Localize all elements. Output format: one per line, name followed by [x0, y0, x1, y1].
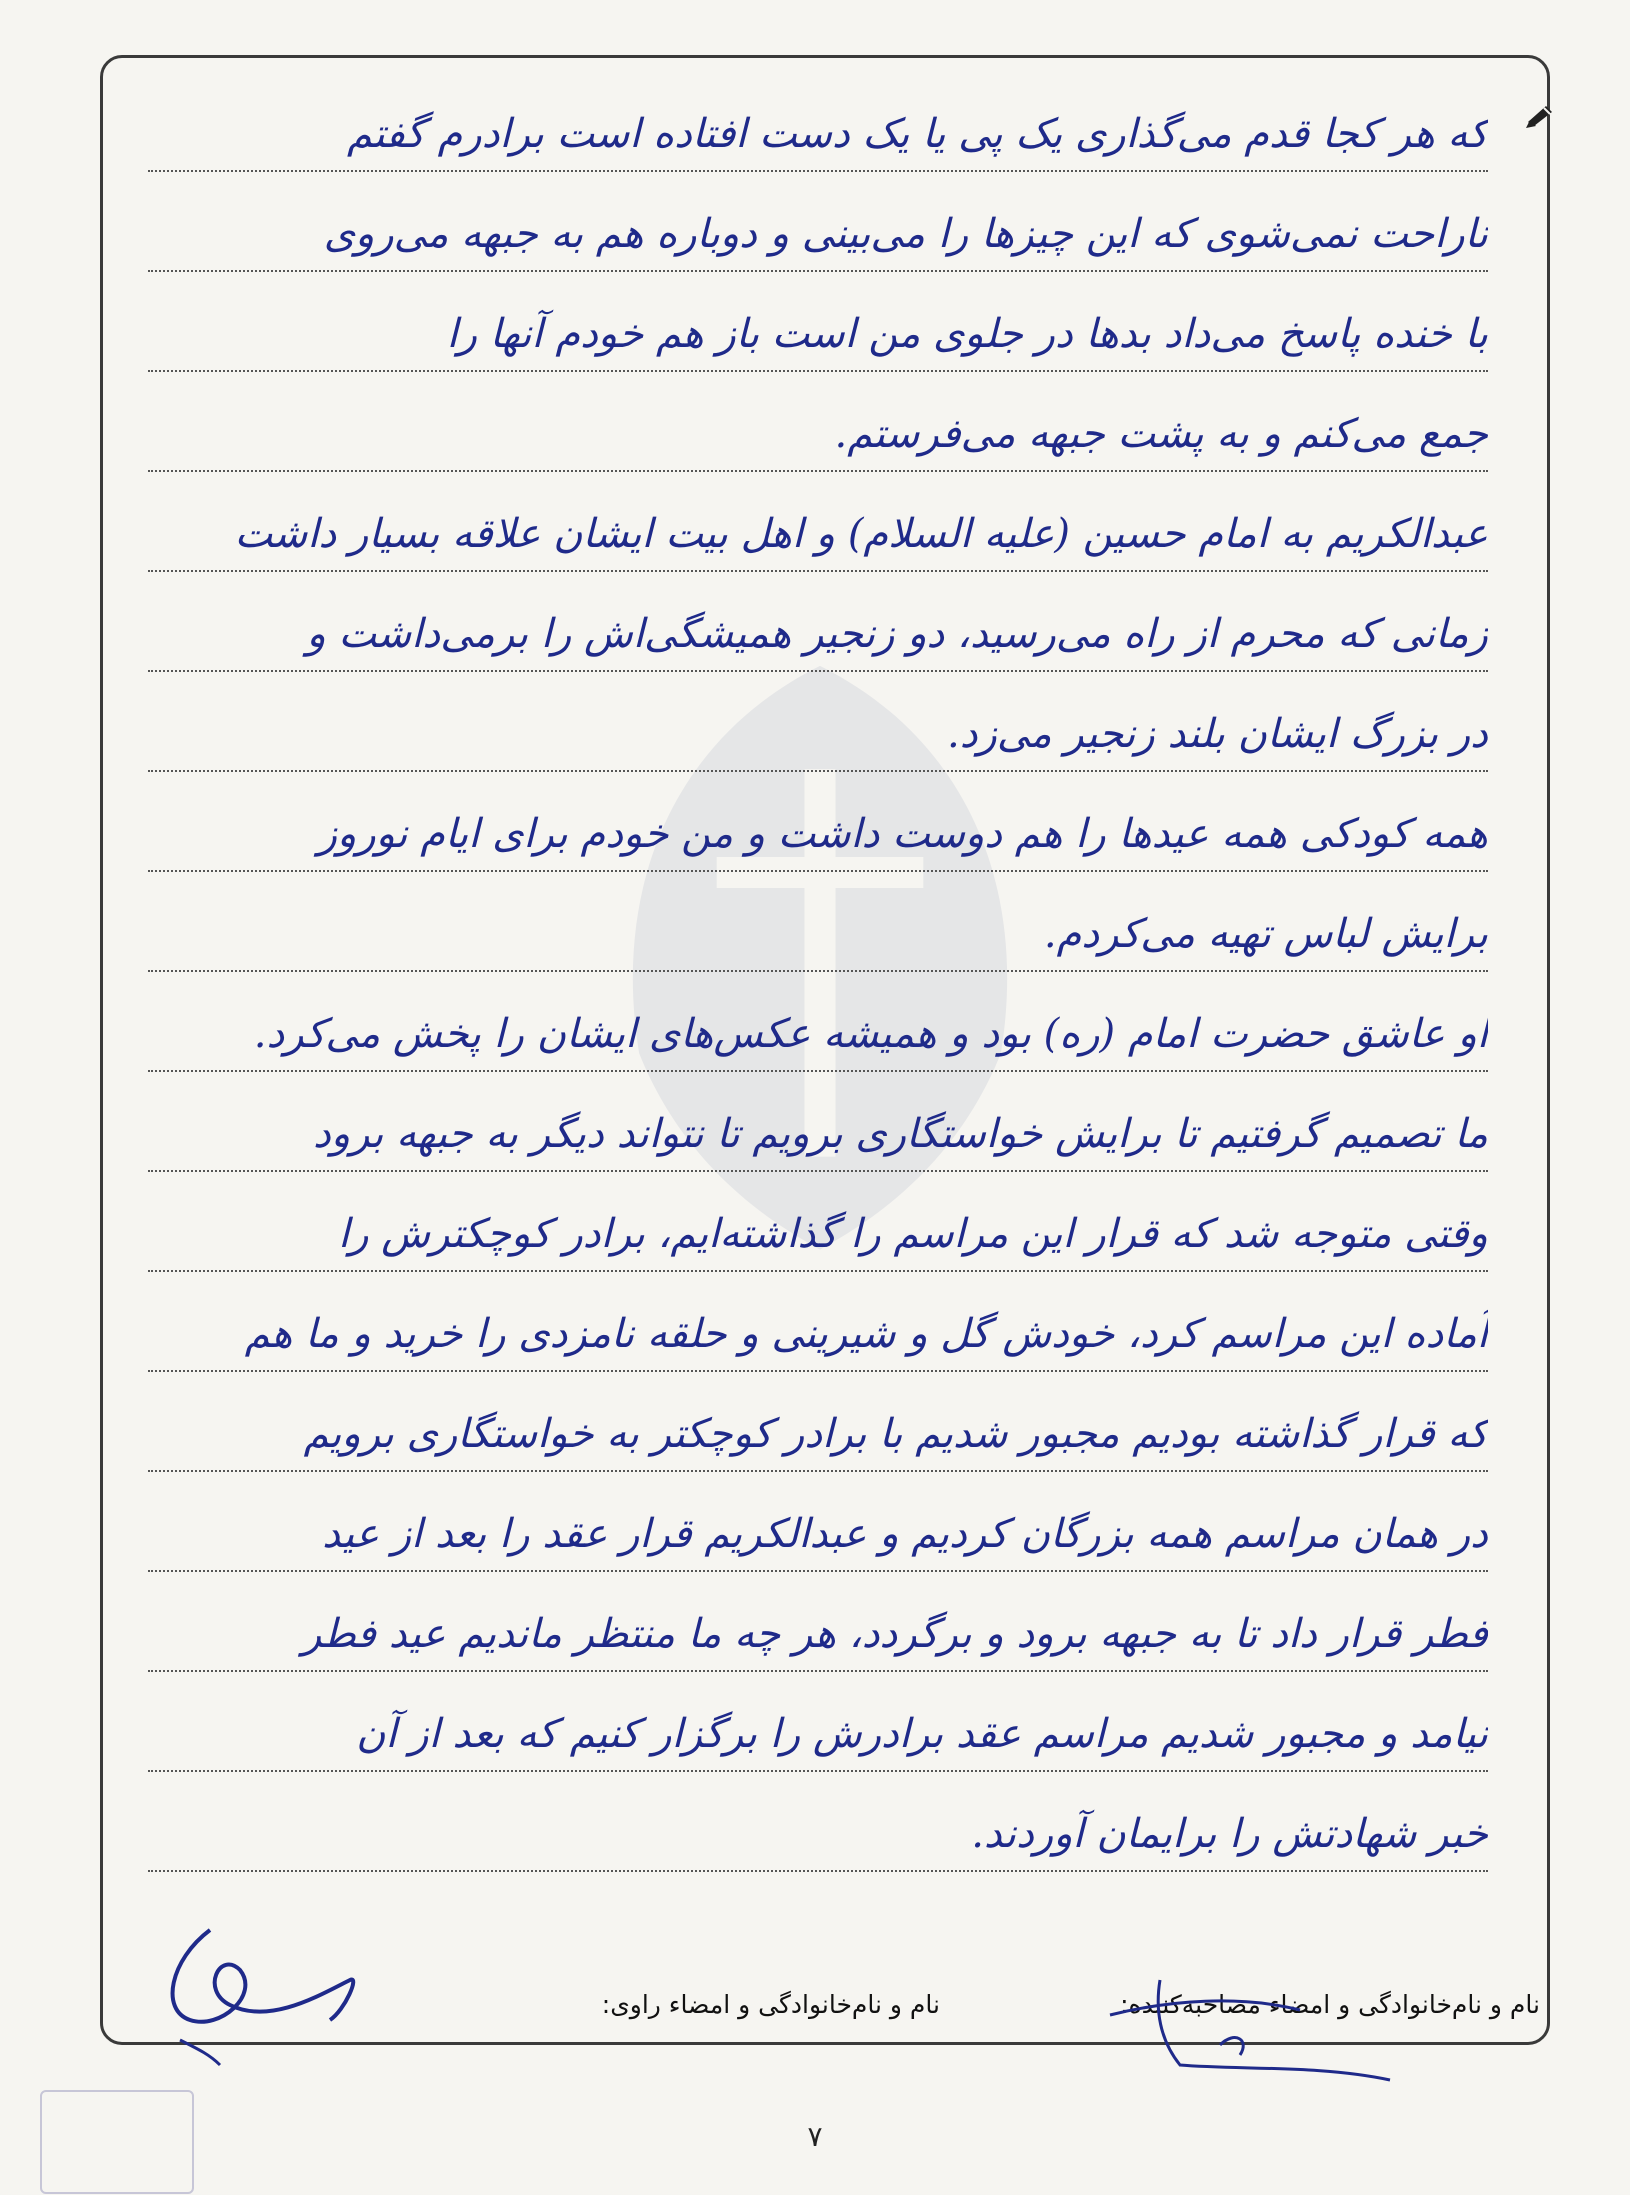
text-line: همه کودکی همه عیدها را هم دوست داشت و من خودم برای ایام نوروز [148, 776, 1488, 872]
pen-icon [1524, 100, 1556, 130]
narrator-signature [150, 1900, 370, 2070]
interviewer-signature-label: نام و نام‌خانوادگی و امضاء مصاحبه‌کننده: [1120, 1990, 1540, 2019]
text-line: ما تصمیم گرفتیم تا برایش خواستگاری برویم تا نتواند دیگر به جبهه برود [148, 1076, 1488, 1172]
text-line: با خنده پاسخ می‌داد بدها در جلوی من است باز هم خودم آنها را [148, 276, 1488, 372]
text-line: عبدالکریم به امام حسین (علیه السلام) و اهل بیت ایشان علاقه بسیار داشت [148, 476, 1488, 572]
text-line: که قرار گذاشته بودیم مجبور شدیم با برادر کوچکتر به خواستگاری برویم [148, 1376, 1488, 1472]
narrator-signature-label: نام و نام‌خانوادگی و امضاء راوی: [601, 1990, 940, 2019]
text-line: در همان مراسم همه بزرگان کردیم و عبدالکریم قرار عقد را بعد از عید [148, 1476, 1488, 1572]
text-line: جمع می‌کنم و به پشت جبهه می‌فرستم. [148, 376, 1488, 472]
text-line: برایش لباس تهیه می‌کردم. [148, 876, 1488, 972]
text-line: خبر شهادتش را برایمان آوردند. [148, 1776, 1488, 1872]
text-line: ناراحت نمی‌شوی که این چیزها را می‌بینی و دوباره هم به جبهه می‌روی [148, 176, 1488, 272]
text-line: او عاشق حضرت امام (ره) بود و همیشه عکس‌های ایشان را پخش می‌کرد. [148, 976, 1488, 1072]
text-line: نیامد و مجبور شدیم مراسم عقد برادرش را برگزار کنیم که بعد از آن [148, 1676, 1488, 1772]
text-line: فطر قرار داد تا به جبهه برود و برگردد، هر چه ما منتظر ماندیم عید فطر [148, 1576, 1488, 1672]
text-line: زمانی که محرم از راه می‌رسید، دو زنجیر همیشگی‌اش را برمی‌داشت و [148, 576, 1488, 672]
page-number: ۷ [807, 2120, 823, 2153]
text-line: که هر کجا قدم می‌گذاری یک پی یا یک دست افتاده است برادرم گفتم [148, 76, 1488, 172]
text-line: آماده این مراسم کرد، خودش گل و شیرینی و حلقه نامزدی را خرید و ما هم [148, 1276, 1488, 1372]
interviewer-signature [1100, 1970, 1400, 2090]
text-line: وقتی متوجه شد که قرار این مراسم را گذاشته‌ایم، برادر کوچکترش را [148, 1176, 1488, 1272]
text-line: در بزرگ ایشان بلند زنجیر می‌زد. [148, 676, 1488, 772]
